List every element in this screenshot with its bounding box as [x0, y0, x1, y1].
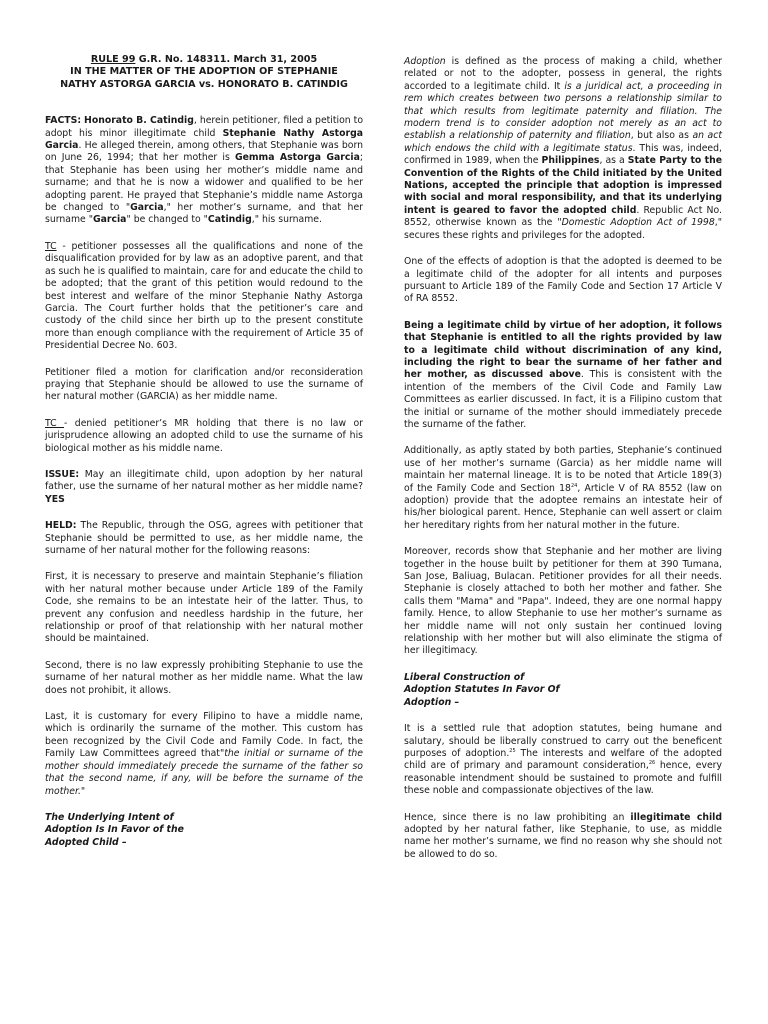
gr-number: G.R. No. 148311. March 31, 2005: [135, 54, 318, 65]
issue-paragraph: ISSUE: May an illegitimate child, upon adoption by her natural father, use the surname of her natural mother as her middle name? YES: [45, 468, 363, 505]
legitimate-child-paragraph: Being a legitimate child by virtue of her adoption, it follows that Stephanie is entitled to all the rights provided by law to a legitimate child without discrimination of any kind, including the right to bear the surname of her father and her mother, as discussed above. This is consistent with the intention of the members of the Civil Code and Family Law Committees as earlier discussed. In fact, it is a Filipino custom that the initial or surname of the mother should immediately precede the surname of the father.: [404, 319, 722, 430]
tc-denial-paragraph: TC - denied petitioner’s MR holding that there is no law or jurisprudence allowing an adopted child to use the surname of his biological mother as his middle name.: [45, 417, 363, 454]
committee-quote: "the initial or surname of the mother should immediately precede the surname of the father so that the second name, if any, will be before the surname of the mother.": [45, 748, 363, 797]
held-paragraph: HELD: The Republic, through the OSG, agrees with petitioner that Stephanie should be permitted to use, as her middle name, the surname of her natural mother for the following reasons:: [45, 520, 363, 556]
case-title-line-2: IN THE MATTER OF THE ADOPTION OF STEPHANIE: [70, 66, 338, 78]
last-reason-paragraph: Last, it is customary for every Filipino to have a middle name, which is ordinarily the surname of the mother. This custom has been recognized by the Civil Code and Family Code. In fact, the Family Law Committees agreed that"the initial or surname of the mother should immediately precede the surname of the father so that the second name, if any, will be before the surname of the mother.": [45, 711, 363, 797]
tc-label: TC: [45, 417, 65, 429]
mother-name: Gemma Astorga Garcia: [234, 152, 360, 164]
right-column: [404, 56, 722, 875]
footnote-ref: 25: [509, 747, 516, 754]
footnote-ref: 24: [570, 482, 578, 489]
settled-rule-paragraph: It is a settled rule that adoption statutes, being humane and salutary, should be liberally construed to carry out the beneficent purposes of adoption.$^{25}$ The interests and welfare of the adopted child are of primary and paramount consideration,$^{26}$ hence, every reasonable intendment should be sustained to promote and fulfill these noble and compassionate objectives of the law.: [404, 723, 723, 797]
motion-paragraph: Petitioner filed a motion for clarification and/or reconsideration praying that Stephanie should be allowed to use the surname of her natural mother (GARCIA) as her middle name.: [45, 366, 363, 403]
tc-label: TC: [45, 240, 57, 252]
case-title-line-3: NATHY ASTORGA GARCIA vs. HONORATO B. CATINDIG: [60, 78, 348, 90]
conclusion-paragraph: Hence, since there is no law prohibiting an illegitimate child adopted by her natural father, like Stephanie, to use, as middle name her mother’s surname, we find no reason why she should not be allowed to do so.: [404, 811, 722, 860]
rule-label: RULE 99: [90, 54, 136, 65]
facts-label: FACTS:: [45, 115, 82, 127]
adoption-definition-paragraph: Adoption is defined as the process of making a child, whether related or not to the adopter, possess in general, the rights accorded to a legitimate child. It is a juridical act, a proceeding in rem which creates between two persons a relationship similar to that which results from legitimate paternity and filiation. The modern trend is to consider adoption not merely as an act to establish a relationship of paternity and filiation, but also as an act which endows the child with a legitimate status. This was, indeed, confirmed in 1989, when the Philippines, as a State Party to the Convention of the Rights of the Child initiated by the United Nations, accepted the principle that adoption is impressed with social and moral responsibility, and that its underlying intent is geared to favor the adopted child. Republic Act No. 8552, otherwise known as the "Domestic Adoption Act of 1998," secures these rights and privileges for the adopted.: [404, 56, 722, 241]
child-name: Stephanie Nathy Astorga Garcia: [45, 127, 364, 152]
case-title: [45, 54, 363, 91]
petitioner-name: Honorato B. Catindig: [84, 115, 194, 127]
liberal-construction-heading: Liberal Construction of Adoption Statutes In Favor Of Adoption –: [404, 671, 560, 708]
held-label: HELD:: [45, 520, 77, 532]
facts-paragraph: FACTS: Honorato B. Catindig, herein petitioner, filed a petition to adopt his minor illegitimate child Stephanie Nathy Astorga Garcia. He alleged therein, among others, that Stephanie was born on June 26, 1994; that her mother is Gemma Astorga Garcia; that Stephanie has been using her mother’s middle name and surname; and that he is now a widower and qualified to be her adopting parent. He prayed that Stephanie’s middle name Astorga be changed to "Garcia," her mother’s surname, and that her surname "Garcia" be changed to "Catindig," his surname.: [45, 115, 364, 226]
case-title-line-1: [45, 54, 363, 66]
left-column: [45, 54, 363, 863]
tc-ruling-paragraph: TC - petitioner possesses all the qualifications and none of the disqualification provided for by law as an adoptive parent, and that as such he is qualified to maintain, care for and educate the child to be adopted; that the grant of this petition would redound to the best interest and welfare of the minor Stephanie Nathy Astorga Garcia. The Court further holds that the petitioner’s care and custody of the child since her birth up to the present constitute more than enough compliance with the requirement of Article 35 of Presidential Decree No. 603.: [45, 240, 363, 352]
first-reason-paragraph: First, it is necessary to preserve and maintain Stephanie’s filiation with her natural mother because under Article 189 of the Family Code, she remains to be an intestate heir of the latter. Thus, to prevent any confusion and needless hardship in the future, her relationship or proof of that relationship with her natural mother should be maintained.: [45, 571, 363, 645]
effects-paragraph: One of the effects of adoption is that the adopted is deemed to be a legitimate child of the adopter for all intents and purposes pursuant to Article 189 of the Family Code and Section 17 Article V of RA 8552.: [404, 256, 722, 305]
moreover-paragraph: Moreover, records show that Stephanie and her mother are living together in the house built by petitioner for them at 390 Tumana, San Jose, Baliuag, Bulacan. Petitioner provides for all their needs. Stephanie is closely attached to both her mother and father. She calls them "Mama" and "Papa". Indeed, they are one normal happy family. Hence, to allow Stephanie to use her mother’s surname as her middle name will not only sustain her continued loving relationship with her mother but will also eliminate the stigma of her illegitimacy.: [404, 546, 722, 657]
intent-heading: The Underlying Intent of Adoption Is In Favor of the Adopted Child –: [45, 811, 184, 848]
issue-label: ISSUE:: [45, 468, 80, 480]
second-reason-paragraph: Second, there is no law expressly prohibiting Stephanie to use the surname of her natural mother as her middle name. What the law does not prohibit, it allows.: [45, 659, 363, 696]
footnote-ref: 26: [648, 760, 656, 767]
additionally-paragraph: Additionally, as aptly stated by both parties, Stephanie’s continued use of her mother’s surname (Garcia) as her middle name will maintain her maternal lineage. It is to be noted that Article 189(3) of the Family Code and Section $18^{24}$, Article V of RA 8552 (law on adoption) provide that the adoptee remains an intestate heir of his/her biological parent. Hence, Stephanie can well assert or claim her hereditary rights from her natural mother in the future.: [404, 445, 722, 531]
issue-answer: YES: [45, 493, 65, 505]
